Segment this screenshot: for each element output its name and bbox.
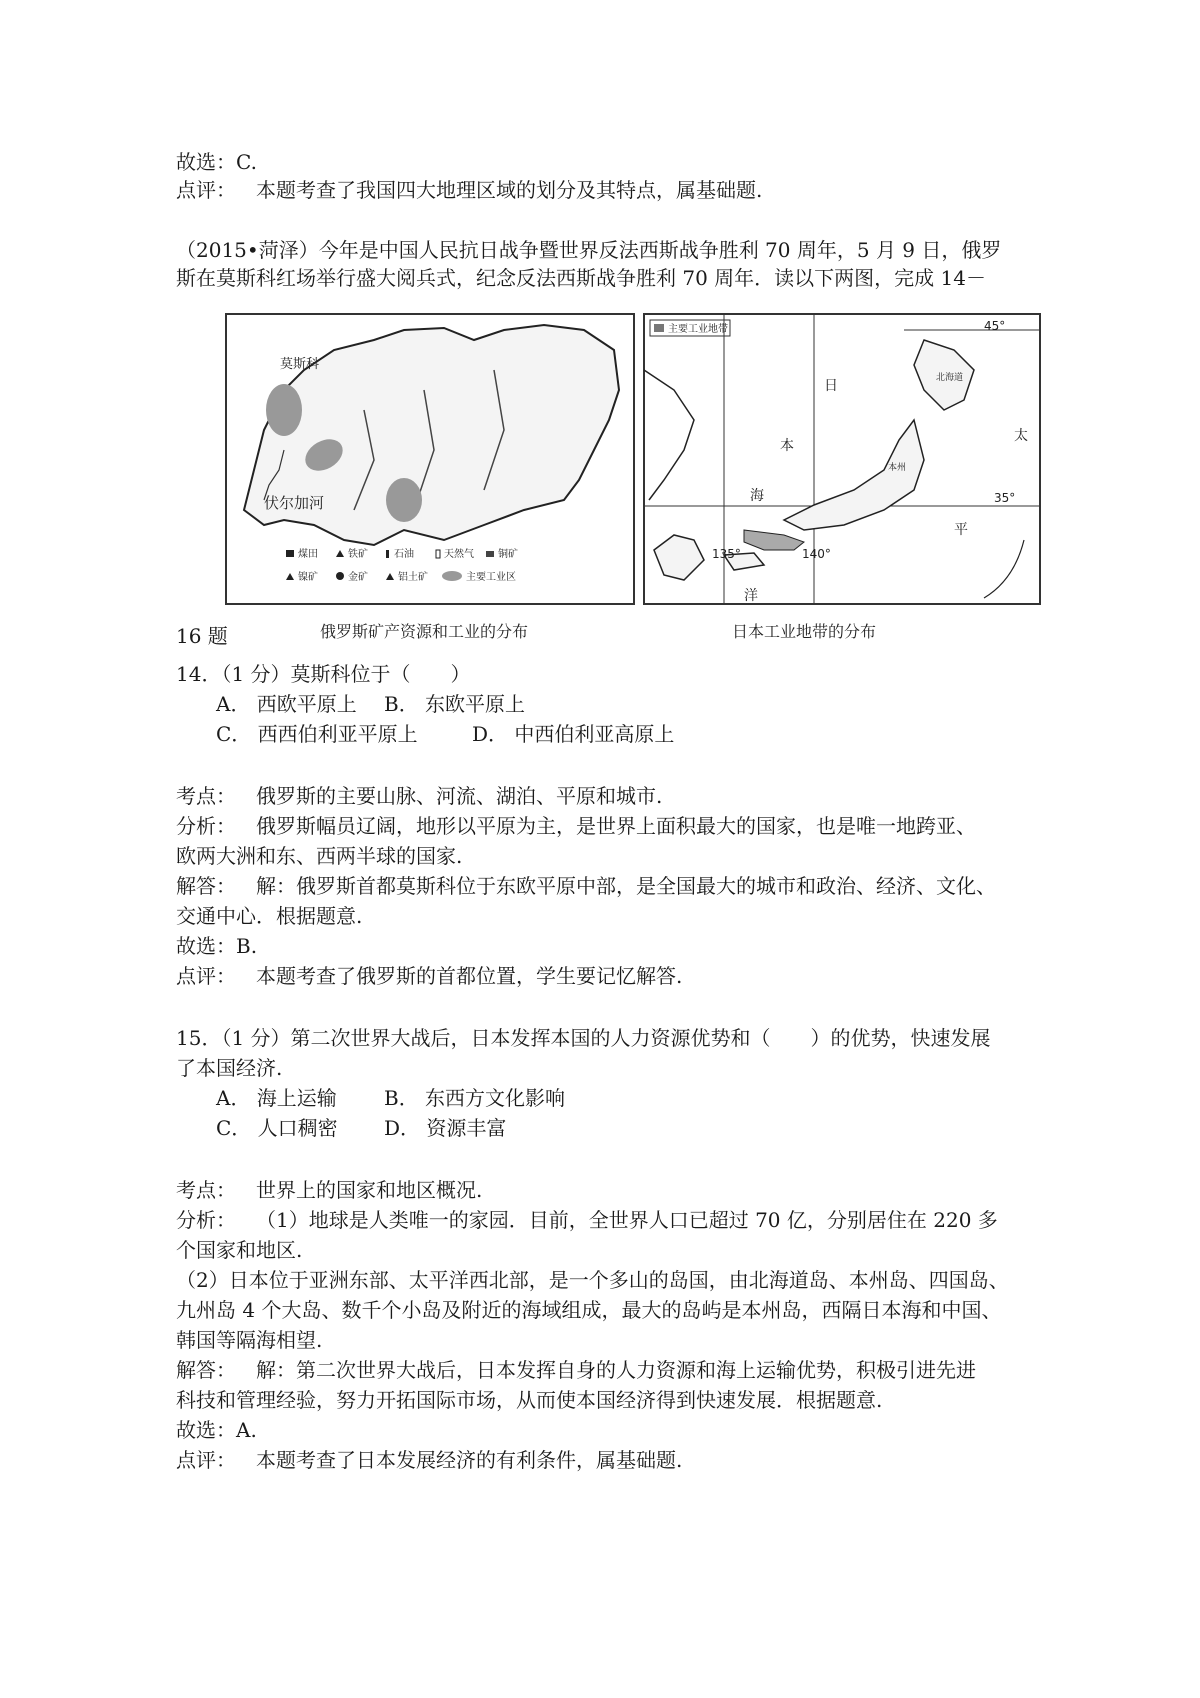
kaodian-label: 考点： — [176, 1178, 236, 1202]
fenxi-label: 分析： — [176, 814, 236, 838]
comment-text: 本题考查了日本发展经济的有利条件，属基础题. — [256, 1448, 683, 1472]
q15-fenxi-4: 九州岛 4 个大岛、数千个小岛及附近的海域组成，最大的岛屿是本州岛，西隔日本海和中国、 — [176, 1298, 1002, 1322]
prev-comment-line — [176, 176, 762, 204]
jieda-text-1: 解：俄罗斯首都莫斯科位于东欧平原中部，是全国最大的城市和政治、经济、文化、 — [256, 874, 996, 898]
lon-140-label: 140° — [802, 547, 831, 561]
choice-value: B. — [236, 934, 258, 958]
legend-gold-icon — [336, 572, 344, 580]
lat-35-label: 35° — [994, 491, 1016, 505]
q15-jieda-2: 科技和管理经验，努力开拓国际市场，从而使本国经济得到快速发展．根据题意. — [176, 1388, 883, 1412]
prev-answer-line — [176, 148, 257, 176]
legend-oil-icon — [386, 550, 389, 558]
legend-nickel: 镍矿 — [298, 572, 318, 583]
japan-legend: 主要工业地带 — [668, 324, 728, 335]
intro-line-2: 斯在莫斯科红场举行盛大阅兵式，纪念反法西斯战争胜利 70 周年．读以下两图，完成 14－ — [176, 266, 986, 290]
q15-fenxi-1 — [176, 1206, 998, 1234]
lon-135-label: 135° — [712, 547, 741, 561]
q14-stem: 14．（1 分）莫斯科位于（ ） — [176, 662, 471, 686]
q14-option-c: C． 西西伯利亚平原上 — [216, 722, 418, 746]
legend-gold: 金矿 — [348, 572, 368, 583]
q14-comment — [176, 962, 682, 990]
q14-jieda-1 — [176, 872, 996, 900]
ocean-label-2: 平 — [954, 522, 968, 538]
kaodian-text: 俄罗斯的主要山脉、河流、湖泊、平原和城市. — [256, 784, 663, 808]
q14-option-d: D． 中西伯利亚高原上 — [472, 722, 675, 746]
legend-coal-icon — [286, 550, 294, 557]
q15-stem-2: 了本国经济. — [176, 1056, 283, 1080]
map-figure — [224, 310, 1044, 641]
q15-option-b: B． 东西方文化影响 — [384, 1086, 566, 1110]
jieda-text-1: 解：第二次世界大战后，日本发挥自身的人力资源和海上运输优势，积极引进先进 — [256, 1358, 976, 1382]
lat-45-label: 45° — [984, 319, 1006, 333]
comment-text: 本题考查了俄罗斯的首都位置，学生要记忆解答. — [256, 964, 683, 988]
q15-comment — [176, 1446, 682, 1474]
q14-jieda-2: 交通中心．根据题意. — [176, 904, 363, 928]
choice-label: 故选： — [176, 1418, 236, 1442]
legend-industrial-icon — [442, 571, 462, 581]
kaodian-label: 考点： — [176, 784, 236, 808]
industrial-zone-siberia — [386, 478, 422, 522]
honshu-label: 本州 — [888, 463, 907, 473]
japan-caption: 日本工业地带的分布 — [732, 622, 877, 641]
q14-kaodian — [176, 782, 662, 810]
moscow-label: 莫斯科 — [280, 357, 320, 372]
ocean-label-3: 洋 — [744, 588, 758, 604]
q15-choice — [176, 1416, 257, 1444]
volga-label: 伏尔加河 — [264, 494, 325, 512]
fenxi-text-1: （1）地球是人类唯一的家园．目前，全世界人口已超过 70 亿，分别居住在 220 多 — [256, 1208, 998, 1232]
fenxi-text-1: 俄罗斯幅员辽阔，地形以平原为主，是世界上面积最大的国家，也是唯一地跨亚、 — [256, 814, 976, 838]
ocean-label-1: 太 — [1014, 428, 1028, 444]
q15-fenxi-2: 个国家和地区. — [176, 1238, 303, 1262]
comment-label: 点评： — [176, 178, 236, 202]
legend-industrial: 主要工业区 — [466, 572, 516, 583]
maps-svg — [224, 310, 1044, 616]
russia-caption: 俄罗斯矿产资源和工业的分布 — [320, 622, 529, 641]
q14-fenxi-1 — [176, 812, 976, 840]
sea-label-2: 本 — [780, 438, 794, 454]
japan-legend-icon — [654, 324, 664, 332]
kaodian-text: 世界上的国家和地区概况. — [256, 1178, 483, 1202]
legend-bauxite: 铝土矿 — [398, 572, 428, 583]
q15-option-d: D． 资源丰富 — [384, 1116, 507, 1140]
q15-fenxi-3: （2）日本位于亚洲东部、太平洋西北部，是一个多山的岛国，由北海道岛、本州岛、四国岛、 — [176, 1268, 1009, 1292]
choice-label: 故选： — [176, 934, 236, 958]
q15-option-a: A． 海上运输 — [216, 1086, 337, 1110]
choice-value: C. — [236, 150, 257, 174]
fenxi-label: 分析： — [176, 1208, 236, 1232]
q15-option-c: C． 人口稠密 — [216, 1116, 338, 1140]
q15-fenxi-5: 韩国等隔海相望. — [176, 1328, 323, 1352]
choice-value: A. — [236, 1418, 257, 1442]
jieda-label: 解答： — [176, 874, 236, 898]
q14-fenxi-2: 欧两大洲和东、西两半球的国家. — [176, 844, 463, 868]
sea-label-1: 日 — [824, 378, 838, 394]
industrial-zone-moscow — [266, 384, 302, 436]
intro-line-1: （2015•菏泽）今年是中国人民抗日战争暨世界反法西斯战争胜利 70 周年，5 月 9 日，俄罗 — [176, 238, 1002, 262]
q15-stem-1: 15．（1 分）第二次世界大战后，日本发挥本国的人力资源优势和（ ）的优势，快速发展 — [176, 1026, 991, 1050]
sea-label-3: 海 — [750, 488, 764, 504]
comment-label: 点评： — [176, 964, 236, 988]
q14-option-b: B． 东欧平原上 — [384, 692, 526, 716]
legend-iron: 铁矿 — [348, 549, 368, 560]
jieda-label: 解答： — [176, 1358, 236, 1382]
legend-copper-icon — [486, 551, 494, 557]
legend-coal: 煤田 — [298, 549, 318, 560]
q15-kaodian — [176, 1176, 482, 1204]
legend-copper: 铜矿 — [498, 549, 518, 560]
comment-text: 本题考查了我国四大地理区域的划分及其特点，属基础题. — [256, 178, 763, 202]
hokkaido-label: 北海道 — [936, 373, 964, 383]
legend-gas: 天然气 — [444, 549, 474, 560]
q14-choice — [176, 932, 257, 960]
q14-option-a: A． 西欧平原上 — [216, 692, 357, 716]
choice-label: 故选： — [176, 150, 236, 174]
q15-jieda-1 — [176, 1356, 976, 1384]
comment-label: 点评： — [176, 1448, 236, 1472]
legend-oil: 石油 — [394, 549, 414, 560]
intro-line-3: 16 题 — [176, 624, 228, 648]
